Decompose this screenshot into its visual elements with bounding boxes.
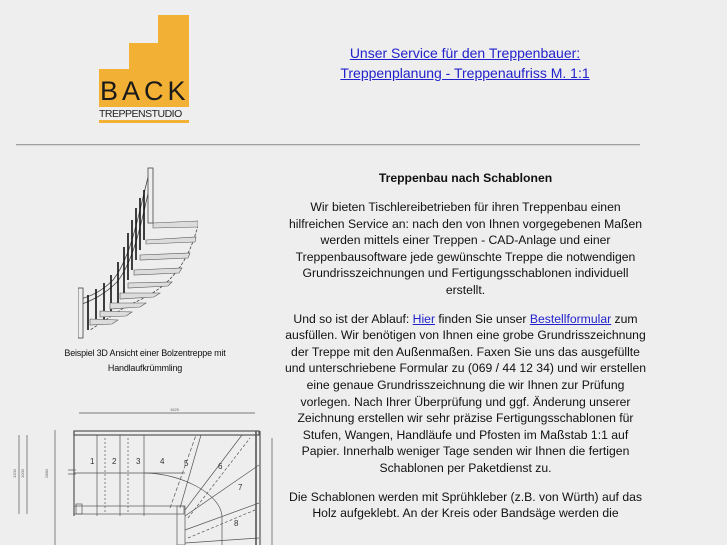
step-label: 2 bbox=[112, 457, 117, 466]
header-links bbox=[310, 43, 620, 83]
logo-brand: BACK bbox=[100, 76, 190, 106]
process-middle: finden Sie unser bbox=[435, 311, 530, 326]
process-paragraph bbox=[284, 311, 647, 477]
service-link-line1[interactable]: Unser Service für den Treppenbauer: bbox=[349, 45, 581, 61]
service-link-line2[interactable]: Treppenplanung - Treppenaufriss M. 1:1 bbox=[340, 65, 590, 81]
dimension-label: 1200 bbox=[12, 469, 17, 478]
process-prefix: Und so ist der Ablauf: bbox=[293, 311, 413, 326]
image-caption: Beispiel 3D Ansicht einer Bolzentreppe mit Handlaufkrümmling bbox=[64, 348, 226, 373]
step-label: 4 bbox=[160, 457, 165, 466]
step-label: 6 bbox=[218, 462, 223, 471]
divider bbox=[16, 144, 640, 146]
dimension-label: 1000 bbox=[20, 469, 25, 478]
main-content bbox=[284, 170, 647, 534]
dimension-label: 1625 bbox=[170, 407, 179, 412]
process-text: zum ausfüllen. Wir benötigen von Ihnen eine grobe Grundrisszeichnung der Treppe mit den Außenmaßen. Faxen Sie uns das ausgefüllte und unterschriebene Formular zu (069 / 44 12 34) und wir erstellen eine genaue Grundrisszeichnung die wir Ihnen zur Prüfung vorlegen. Nach Ihrer Überprüfung und ggf. Änderung unserer Zeichnung erstellen wir sehr präzise Fertigungsschablonen für Stufen, Wangen, Handläufe und Pfosten im Maßstab 1:1 auf Papier. Innerhalb weniger Tage senden wir Ihnen die fertigen Schablonen per Paketdienst zu. bbox=[284, 311, 647, 475]
logo bbox=[99, 15, 189, 123]
step-label: 1 bbox=[90, 457, 95, 466]
floorplan-drawing bbox=[10, 398, 280, 545]
logo-subtitle: TREPPENSTUDIO bbox=[99, 107, 194, 120]
stair-3d-image bbox=[78, 165, 198, 340]
step-label: 5 bbox=[184, 459, 189, 468]
page-title: Treppenbau nach Schablonen bbox=[378, 171, 553, 185]
logo-step-top bbox=[158, 15, 189, 45]
order-form-link[interactable]: Bestellformular bbox=[529, 311, 612, 326]
hier-link[interactable]: Hier bbox=[412, 311, 436, 326]
intro-paragraph: Wir bieten Tischlereibetrieben für ihren Treppenbau einen hilfreichen Service an: nach den von Ihnen vorgegebenen Maßen werden mittels einer Treppen - CAD-Anlage und einer Treppenbausoftware jede gewünschte Treppe die notwendigen Grundrisszeichnungen und Fertigungsschablonen individuell erstellt. bbox=[289, 200, 642, 297]
dimension-label: 2880 bbox=[44, 469, 49, 478]
step-label: 3 bbox=[136, 457, 141, 466]
templates-paragraph: Die Schablonen werden mit Sprühkleber (z.B. von Würth) auf das Holz aufgeklebt. An der Kreis oder Bandsäge werden die bbox=[289, 489, 642, 521]
step-label: 8 bbox=[234, 519, 239, 528]
step-label: 7 bbox=[238, 483, 243, 492]
